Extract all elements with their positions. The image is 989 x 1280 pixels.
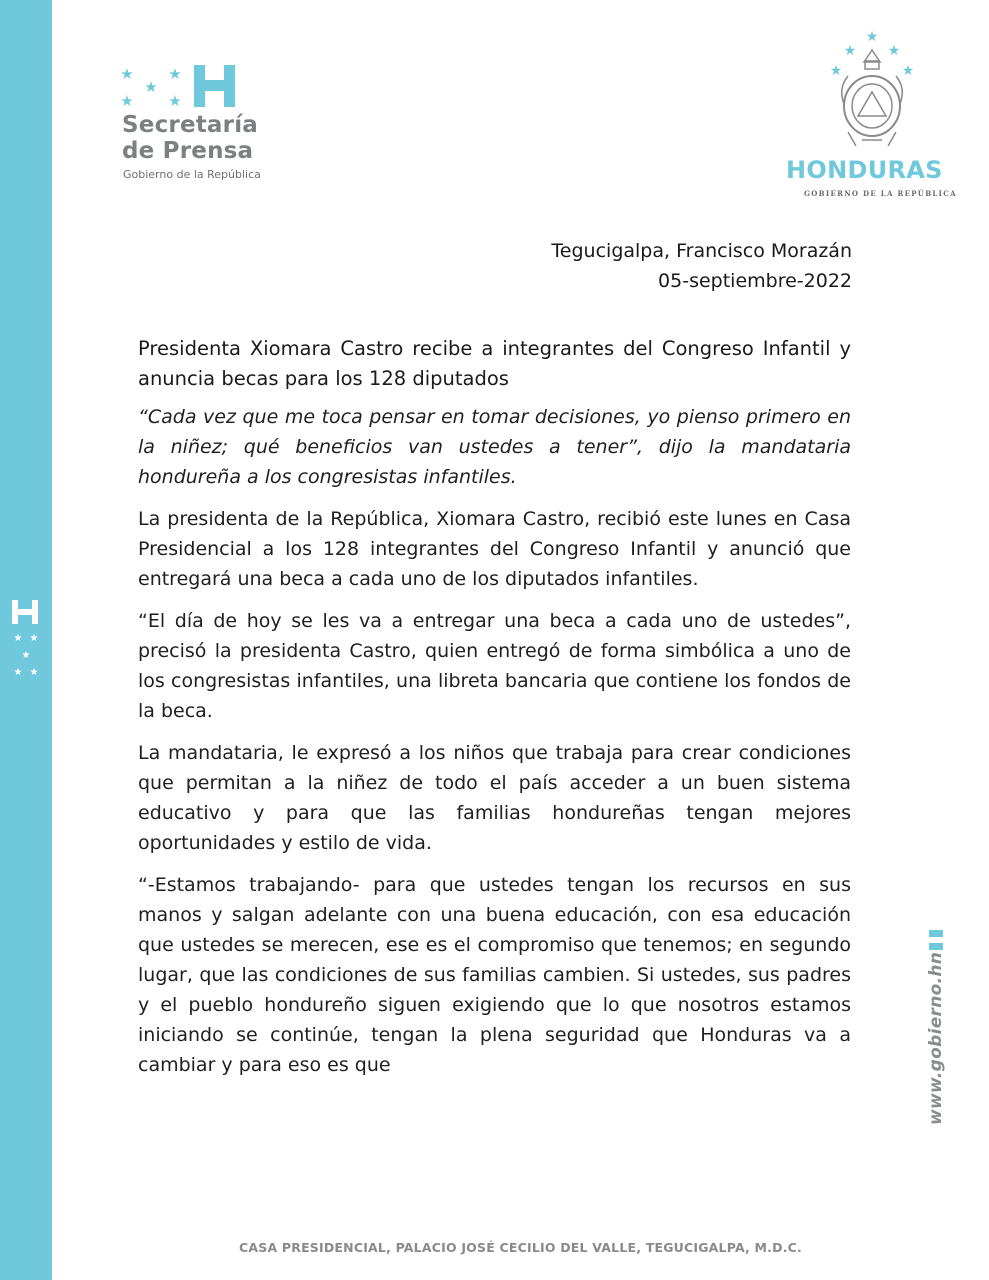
svg-text:★: ★ bbox=[168, 65, 182, 83]
secretaria-subtitle: Gobierno de la República bbox=[123, 168, 261, 181]
svg-text:★: ★ bbox=[887, 43, 901, 59]
secretaria-name bbox=[122, 112, 258, 164]
coat-of-arms-emblem-icon bbox=[826, 28, 918, 154]
svg-text:★: ★ bbox=[901, 63, 915, 79]
footer-address: CASA PRESIDENCIAL, PALACIO JOSÉ CECILIO DEL VALLE, TEGUCIGALPA, M.D.C. bbox=[239, 1240, 802, 1255]
svg-text:★: ★ bbox=[120, 65, 134, 83]
dateline-date: 05-septiembre-2022 bbox=[658, 270, 852, 292]
website-link[interactable]: www.gobierno.hn bbox=[926, 951, 946, 1125]
svg-text:★: ★ bbox=[29, 667, 39, 678]
article-paragraph: “El día de hoy se les va a entregar una beca a cada uno de ustedes”, precisó la presidenta Castro, quien entregó de forma simbólica a uno de los congresistas infantiles, una libreta bancaria que contiene los fondos de la beca. bbox=[138, 610, 851, 722]
secretaria-name-line1: Secretaría bbox=[122, 112, 259, 138]
svg-text:★: ★ bbox=[829, 63, 843, 79]
svg-text:★: ★ bbox=[29, 633, 39, 644]
article-lead-quote: “Cada vez que me toca pensar en tomar decisiones, yo pienso primero en la niñez; qué beneficios van ustedes a tener”, dijo la mandataria hondureña a los congresistas infantiles. bbox=[138, 406, 851, 488]
dateline-place: Tegucigalpa, Francisco Morazán bbox=[551, 240, 852, 262]
dateline bbox=[551, 236, 852, 296]
svg-text:★: ★ bbox=[843, 43, 857, 59]
secretaria-h-stars-logo bbox=[118, 62, 242, 112]
article-headline: Presidenta Xiomara Castro recibe a integrantes del Congreso Infantil y anuncia becas para los 128 diputados bbox=[138, 337, 851, 390]
svg-text:★: ★ bbox=[21, 650, 31, 661]
honduras-subtitle: GOBIERNO DE LA REPÚBLICA bbox=[804, 189, 957, 198]
svg-text:★: ★ bbox=[865, 29, 879, 45]
left-accent-band bbox=[0, 0, 52, 1280]
svg-text:★: ★ bbox=[168, 92, 182, 110]
article-paragraph: La mandataria, le expresó a los niños que trabaja para crear condiciones que permitan a la niñez de todo el país acceder a un buen sistema educativo y para que las familias hondureñas tengan mejores oportunidades y estilo de vida. bbox=[138, 742, 851, 854]
article-paragraph: La presidenta de la República, Xiomara Castro, recibió este lunes en Casa Presidencial a los 128 integrantes del Congreso Infantil y anunció que entregará una beca a cada uno de los diputados infantiles. bbox=[138, 508, 851, 590]
h-mark-icon bbox=[928, 930, 944, 952]
svg-text:★: ★ bbox=[120, 92, 134, 110]
article-paragraph: “-Estamos trabajando- para que ustedes tengan los recursos en sus manos y salgan adelante con una buena educación, con esa educación que ustedes se merecen, ese es el compromiso que tenemos; en segundo lugar, que las condiciones de sus familias cambien. Si ustedes, sus padres y el pueblo hondureño siguen exigiendo que lo que nosotros estamos iniciando se continúe, tengan la plena seguridad que Honduras va a cambiar y para eso es que bbox=[138, 874, 851, 1076]
h-stars-band-icon bbox=[10, 596, 42, 680]
secretaria-name-line2: de Prensa bbox=[122, 138, 254, 164]
article-body bbox=[138, 334, 851, 1092]
svg-text:★: ★ bbox=[13, 667, 23, 678]
honduras-wordmark: HONDURAS bbox=[786, 156, 943, 184]
svg-text:★: ★ bbox=[13, 633, 23, 644]
svg-text:★: ★ bbox=[144, 78, 158, 96]
